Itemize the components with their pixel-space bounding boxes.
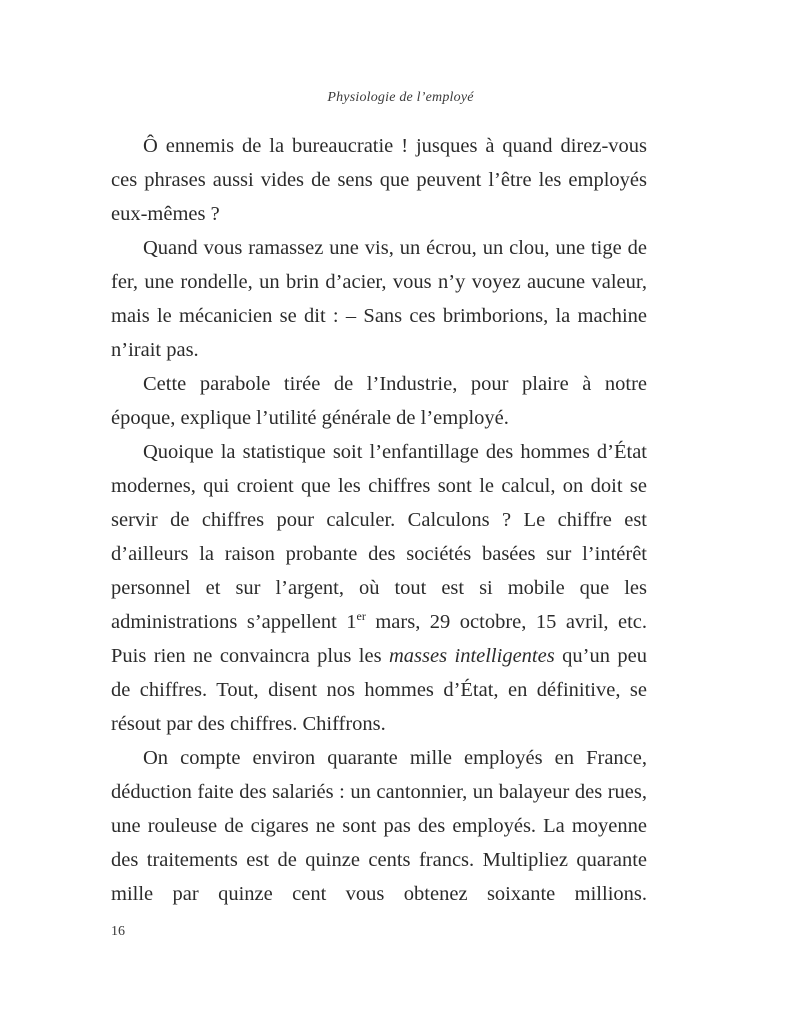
paragraph-1: Ô ennemis de la bureaucratie ! jusques à quand direz-vous ces phrases aussi vides de sens que peuvent l’être les employés eux-mêmes ? bbox=[111, 135, 647, 225]
paragraph-4-part-3: qu’un peu de chiffres. Tout, disent nos hommes d’État, en définitive, se résout par des chiffres. Chiffrons. bbox=[111, 645, 647, 735]
paragraph-2: Quand vous ramassez une vis, un écrou, un clou, une tige de fer, une rondelle, un brin d’acier, vous n’y voyez aucune valeur, mais le mécanicien se dit : – Sans ces brimborions, la machine n’irait pas. bbox=[111, 237, 647, 361]
paragraph-4-part-1: Quoique la statistique soit l’enfantillage des hommes d’État modernes, qui croient que les chiffres sont le calcul, on doit se servir de chiffres pour calculer. Calculons ? Le chiffre est d’ailleurs la raison probante des sociétés basées sur l’intérêt personnel et sur l’argent, où tout est si mobile que les administrations s’appellent 1 bbox=[111, 441, 647, 633]
italic-phrase: masses intelligentes bbox=[388, 645, 555, 667]
paragraph-3: Cette parabole tirée de l’Industrie, pour plaire à notre époque, explique l’utilité générale de l’employé. bbox=[111, 373, 647, 429]
body-text bbox=[111, 129, 647, 911]
paragraph-5: On compte environ quarante mille employés en France, déduction faite des salariés : un cantonnier, un balayeur des rues, une rouleuse de cigares ne sont pas des employés. La moyenne des traitements est de quinze cents francs. Multipliez quarante mille par quinze cent vous obtenez soixante millions. bbox=[111, 747, 647, 905]
ordinal-superscript: er bbox=[356, 609, 366, 624]
paragraph-4 bbox=[111, 435, 647, 741]
running-head: Physiologie de l’employé bbox=[327, 90, 474, 105]
paragraph-4-part-2: mars, 29 octobre, 15 avril, etc. Puis rien ne convaincra plus les bbox=[111, 611, 648, 667]
page-number: 16 bbox=[111, 924, 125, 939]
